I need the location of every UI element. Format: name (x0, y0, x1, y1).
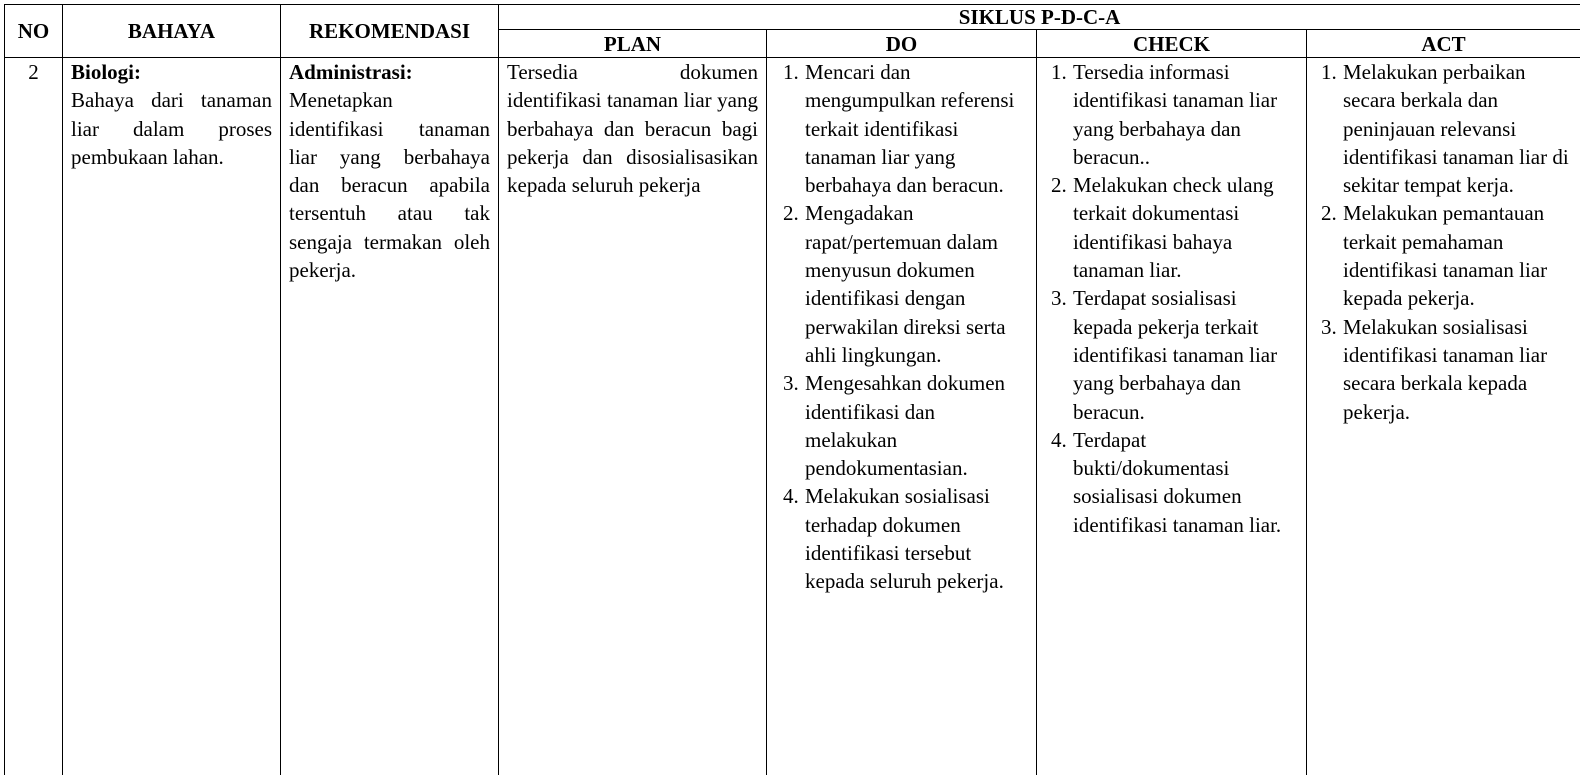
list-number: 3. (1321, 314, 1337, 339)
list-item (1039, 171, 1298, 284)
header-act: ACT (1307, 30, 1580, 58)
cell-act (1307, 58, 1580, 775)
header-siklus: SIKLUS P-D-C-A (499, 5, 1580, 30)
header-no: NO (5, 5, 63, 58)
list-text: Terdapat sosialisasi kepada pekerja terkait identifikasi tanaman liar yang berbahaya dan beracun. (1073, 286, 1278, 424)
list-item (771, 482, 1028, 595)
header-check: CHECK (1037, 30, 1307, 58)
cell-bahaya (63, 58, 281, 775)
row-number: 2 (28, 60, 39, 84)
list-text: Mengesahkan dokumen identifikasi dan melakukan pendokumentasian. (805, 371, 1006, 481)
list-number: 4. (1051, 427, 1067, 452)
header-plan: PLAN (499, 30, 767, 58)
header-bahaya: BAHAYA (63, 5, 281, 58)
list-item (1039, 426, 1298, 539)
do-list (771, 58, 1028, 596)
list-item (1309, 58, 1572, 199)
list-text: Melakukan perbaikan secara berkala dan peninjauan relevansi identifikasi tanaman liar di sekitar tempat kerja. (1343, 60, 1569, 198)
bahaya-title: Biologi: (71, 60, 142, 84)
list-text: Melakukan pemantauan terkait pemahaman identifikasi tanaman liar kepada pekerja. (1343, 201, 1548, 311)
list-item (1309, 313, 1572, 426)
pdca-table (4, 4, 1580, 775)
cell-no (5, 58, 63, 775)
table-row (5, 58, 1580, 775)
list-number: 1. (783, 60, 799, 84)
list-item (771, 58, 1028, 199)
list-number: 2. (1321, 201, 1337, 226)
cell-rekomendasi (281, 58, 499, 775)
list-item (1039, 58, 1298, 171)
list-text: Melakukan sosialisasi terhadap dokumen identifikasi tersebut kepada seluruh pekerja. (805, 484, 1004, 594)
list-item (771, 369, 1028, 482)
header-row-top (5, 5, 1580, 30)
list-number: 2. (783, 201, 799, 226)
list-text: Melakukan sosialisasi identifikasi tanaman liar secara berkala kepada pekerja. (1343, 314, 1548, 424)
list-number: 4. (783, 484, 799, 509)
list-item (1039, 284, 1298, 425)
rekomendasi-title: Administrasi: (289, 60, 413, 84)
list-text: Mencari dan mengumpulkan referensi terkait identifikasi tanaman liar yang berbahaya dan beracun. (805, 60, 1015, 198)
cell-check (1037, 58, 1307, 775)
list-number: 3. (1051, 286, 1067, 311)
cell-do (767, 58, 1037, 775)
list-number: 1. (1051, 60, 1067, 84)
list-text: Melakukan check ulang terkait dokumentasi identifikasi bahaya tanaman liar. (1073, 173, 1274, 283)
list-number: 2. (1051, 173, 1067, 198)
rekomendasi-text: Menetapkan identifikasi tanaman liar yang berbahaya dan beracun apabila tersentuh atau tak sengaja termakan oleh pekerja. (289, 88, 490, 283)
plan-text: Tersedia dokumen identifikasi tanaman liar yang berbahaya dan beracun bagi pekerja dan disosialisasikan kepada seluruh pekerja (507, 60, 758, 198)
list-text: Tersedia informasi identifikasi tanaman liar yang berbahaya dan beracun.. (1073, 60, 1278, 169)
check-list (1039, 58, 1298, 539)
list-item (771, 199, 1028, 369)
header-rekomendasi: REKOMENDASI (281, 5, 499, 58)
list-item (1309, 199, 1572, 312)
act-list (1309, 58, 1572, 426)
cell-plan (499, 58, 767, 775)
list-number: 1. (1321, 60, 1337, 84)
header-do: DO (767, 30, 1037, 58)
list-number: 3. (783, 371, 799, 396)
bahaya-text: Bahaya dari tanaman liar dalam proses pembukaan lahan. (71, 88, 272, 169)
list-text: Terdapat bukti/dokumentasi sosialisasi dokumen identifikasi tanaman liar. (1073, 427, 1282, 537)
list-text: Mengadakan rapat/pertemuan dalam menyusun dokumen identifikasi dengan perwakilan direksi serta ahli lingkungan. (805, 201, 1006, 367)
